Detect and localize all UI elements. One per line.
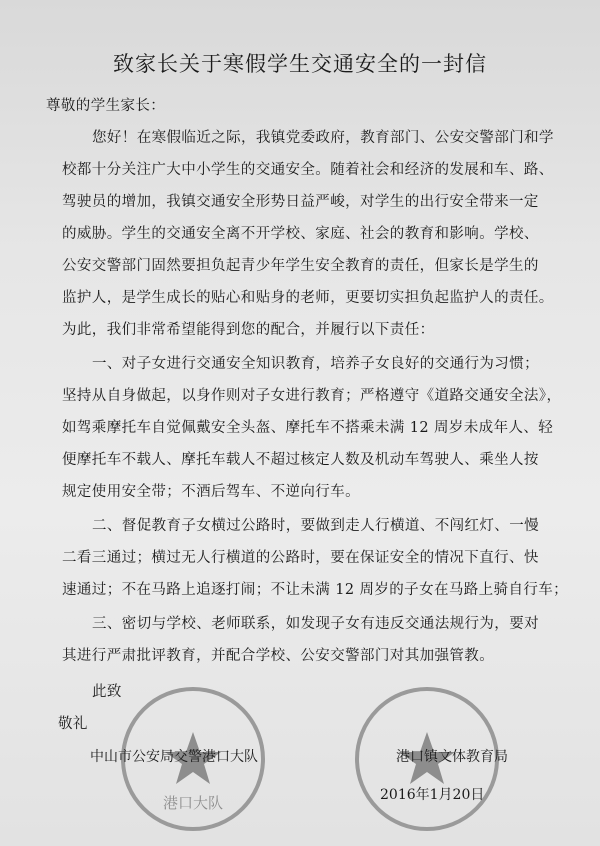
body-line: 其进行严肃批评教育，并配合学校、公安交警部门对其加强管教。 [62, 648, 495, 664]
body-line: 为此，我们非常希望能得到您的配合，并履行以下责任： [62, 322, 435, 338]
regards: 敬礼 [58, 716, 88, 732]
body-line: 二看三通过；横过无人行横道的公路时，要在保证安全的情况下直行、快 [62, 550, 539, 566]
body-line: 三、密切与学校、老师联系，如发现子女有违反交通法规行为，要对 [92, 616, 539, 632]
svg-text:港口大队: 港口大队 [162, 794, 224, 812]
body-line: 一、对子女进行交通安全知识教育，培养子女良好的交通行为习惯； [92, 356, 539, 372]
body-line: 校都十分关注广大中小学生的交通安全。随着社会和经济的发展和车、路、 [62, 162, 554, 178]
signer-right: 港口镇文体教育局 [396, 749, 508, 765]
signer-left: 中山市公安局交警港口大队 [90, 749, 258, 765]
body-line: 公安交警部门固然要担负起青少年学生安全教育的责任，但家长是学生的 [62, 258, 539, 274]
body-line: 您好！在寒假临近之际，我镇党委政府，教育部门、公安交警部门和学 [92, 130, 554, 146]
body-line: 如驾乘摩托车自觉佩戴安全头盔、摩托车不搭乘未满 12 周岁未成年人、轻 [62, 420, 554, 436]
body-line: 的威胁。学生的交通安全离不开学校、家庭、社会的教育和影响。学校、 [62, 226, 539, 242]
body-line: 速通过；不在马路上追逐打闹；不让未满 12 周岁的子女在马路上骑自行车； [62, 582, 569, 598]
body-line: 规定使用安全带；不酒后驾车、不逆向行车。 [62, 484, 360, 500]
body-line: 监护人，是学生成长的贴心和贴身的老师，更要切实担负起监护人的责任。 [62, 290, 554, 306]
letter-title: 致家长关于寒假学生交通安全的一封信 [113, 52, 487, 76]
salutation: 尊敬的学生家长： [46, 98, 166, 114]
body-line: 坚持从自身做起，以身作则对子女进行教育；严格遵守《道路交通安全法》， [62, 388, 562, 404]
body-line: 驾驶员的增加，我镇交通安全形势日益严峻，对学生的出行安全带来一定 [62, 194, 539, 210]
closing: 此致 [92, 684, 122, 700]
body-line: 便摩托车不载人、摩托车载人不超过核定人数及机动车驾驶人、乘坐人按 [62, 452, 539, 468]
letter-date: 2016年1月20日 [380, 787, 485, 803]
body-line: 二、督促教育子女横过公路时，要做到走人行横道、不闯红灯、一慢 [92, 518, 539, 534]
